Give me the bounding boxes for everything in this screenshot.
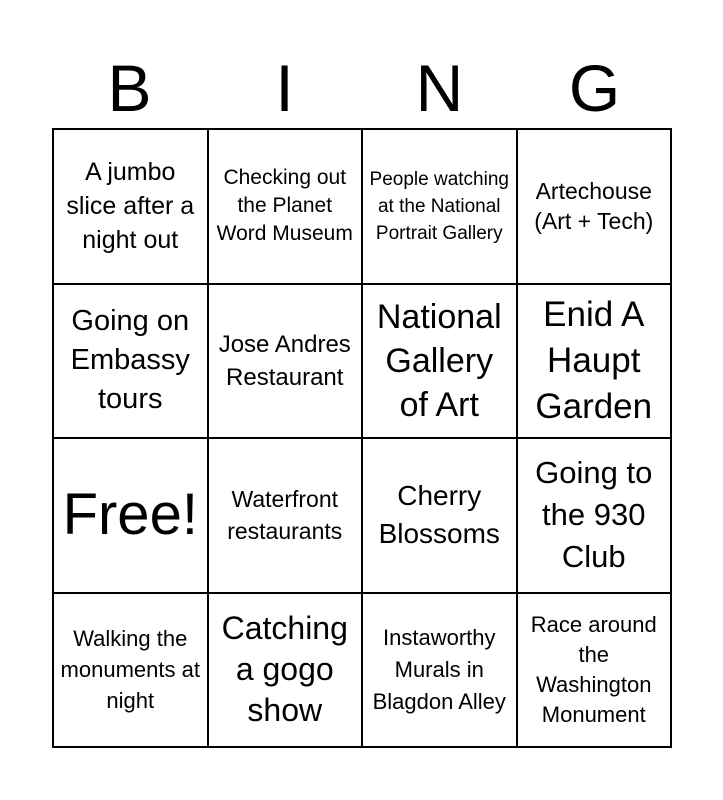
header-letter-i: I — [275, 51, 294, 125]
bingo-cell[interactable] — [363, 285, 518, 440]
cell-label: Catching a gogo show — [221, 610, 348, 729]
bingo-cell[interactable] — [54, 285, 209, 440]
header-letter-b: B — [107, 51, 152, 125]
bingo-cell[interactable] — [363, 130, 518, 285]
bingo-cell[interactable] — [518, 130, 673, 285]
cell-label: Free! — [62, 482, 198, 548]
cell-label: Instaworthy Murals in Blagdon Alley — [372, 624, 506, 714]
cell-label: Going on Embassy tours — [70, 305, 190, 416]
cell-label: Waterfront restaurants — [227, 486, 343, 545]
bingo-cell[interactable] — [209, 285, 364, 440]
cell-label: Going to the 930 Club — [535, 455, 653, 575]
header-letter-n: N — [415, 51, 464, 125]
cell-label: Cherry Blossoms — [378, 480, 500, 550]
bingo-cell[interactable] — [518, 439, 673, 594]
bingo-cell[interactable] — [209, 439, 364, 594]
bingo-cell-free[interactable] — [54, 439, 209, 594]
header-letter-g: G — [568, 51, 621, 125]
bingo-cell[interactable] — [209, 130, 364, 285]
cell-label: Checking out the Planet Word Museum — [216, 166, 353, 246]
cell-label: People watching at the National Portrait Gallery — [369, 168, 509, 244]
cell-label: Jose Andres Restaurant — [218, 330, 351, 391]
bingo-cell[interactable] — [363, 439, 518, 594]
bingo-cell[interactable] — [518, 594, 673, 749]
cell-label: Enid A Haupt Garden — [535, 294, 653, 426]
bingo-cell[interactable] — [209, 594, 364, 749]
bingo-board — [52, 128, 672, 748]
bingo-cell[interactable] — [54, 130, 209, 285]
cell-label: Race around the Washington Monument — [530, 611, 657, 727]
bingo-cell[interactable] — [363, 594, 518, 749]
cell-label: Artechouse (Art + Tech) — [534, 178, 654, 235]
cell-label: National Gallery of Art — [376, 297, 502, 424]
bingo-cell[interactable] — [518, 285, 673, 440]
bingo-cell[interactable] — [54, 594, 209, 749]
bingo-header — [52, 48, 672, 128]
cell-label: A jumbo slice after a night out — [66, 158, 195, 255]
cell-label: Walking the monuments at night — [60, 626, 200, 714]
